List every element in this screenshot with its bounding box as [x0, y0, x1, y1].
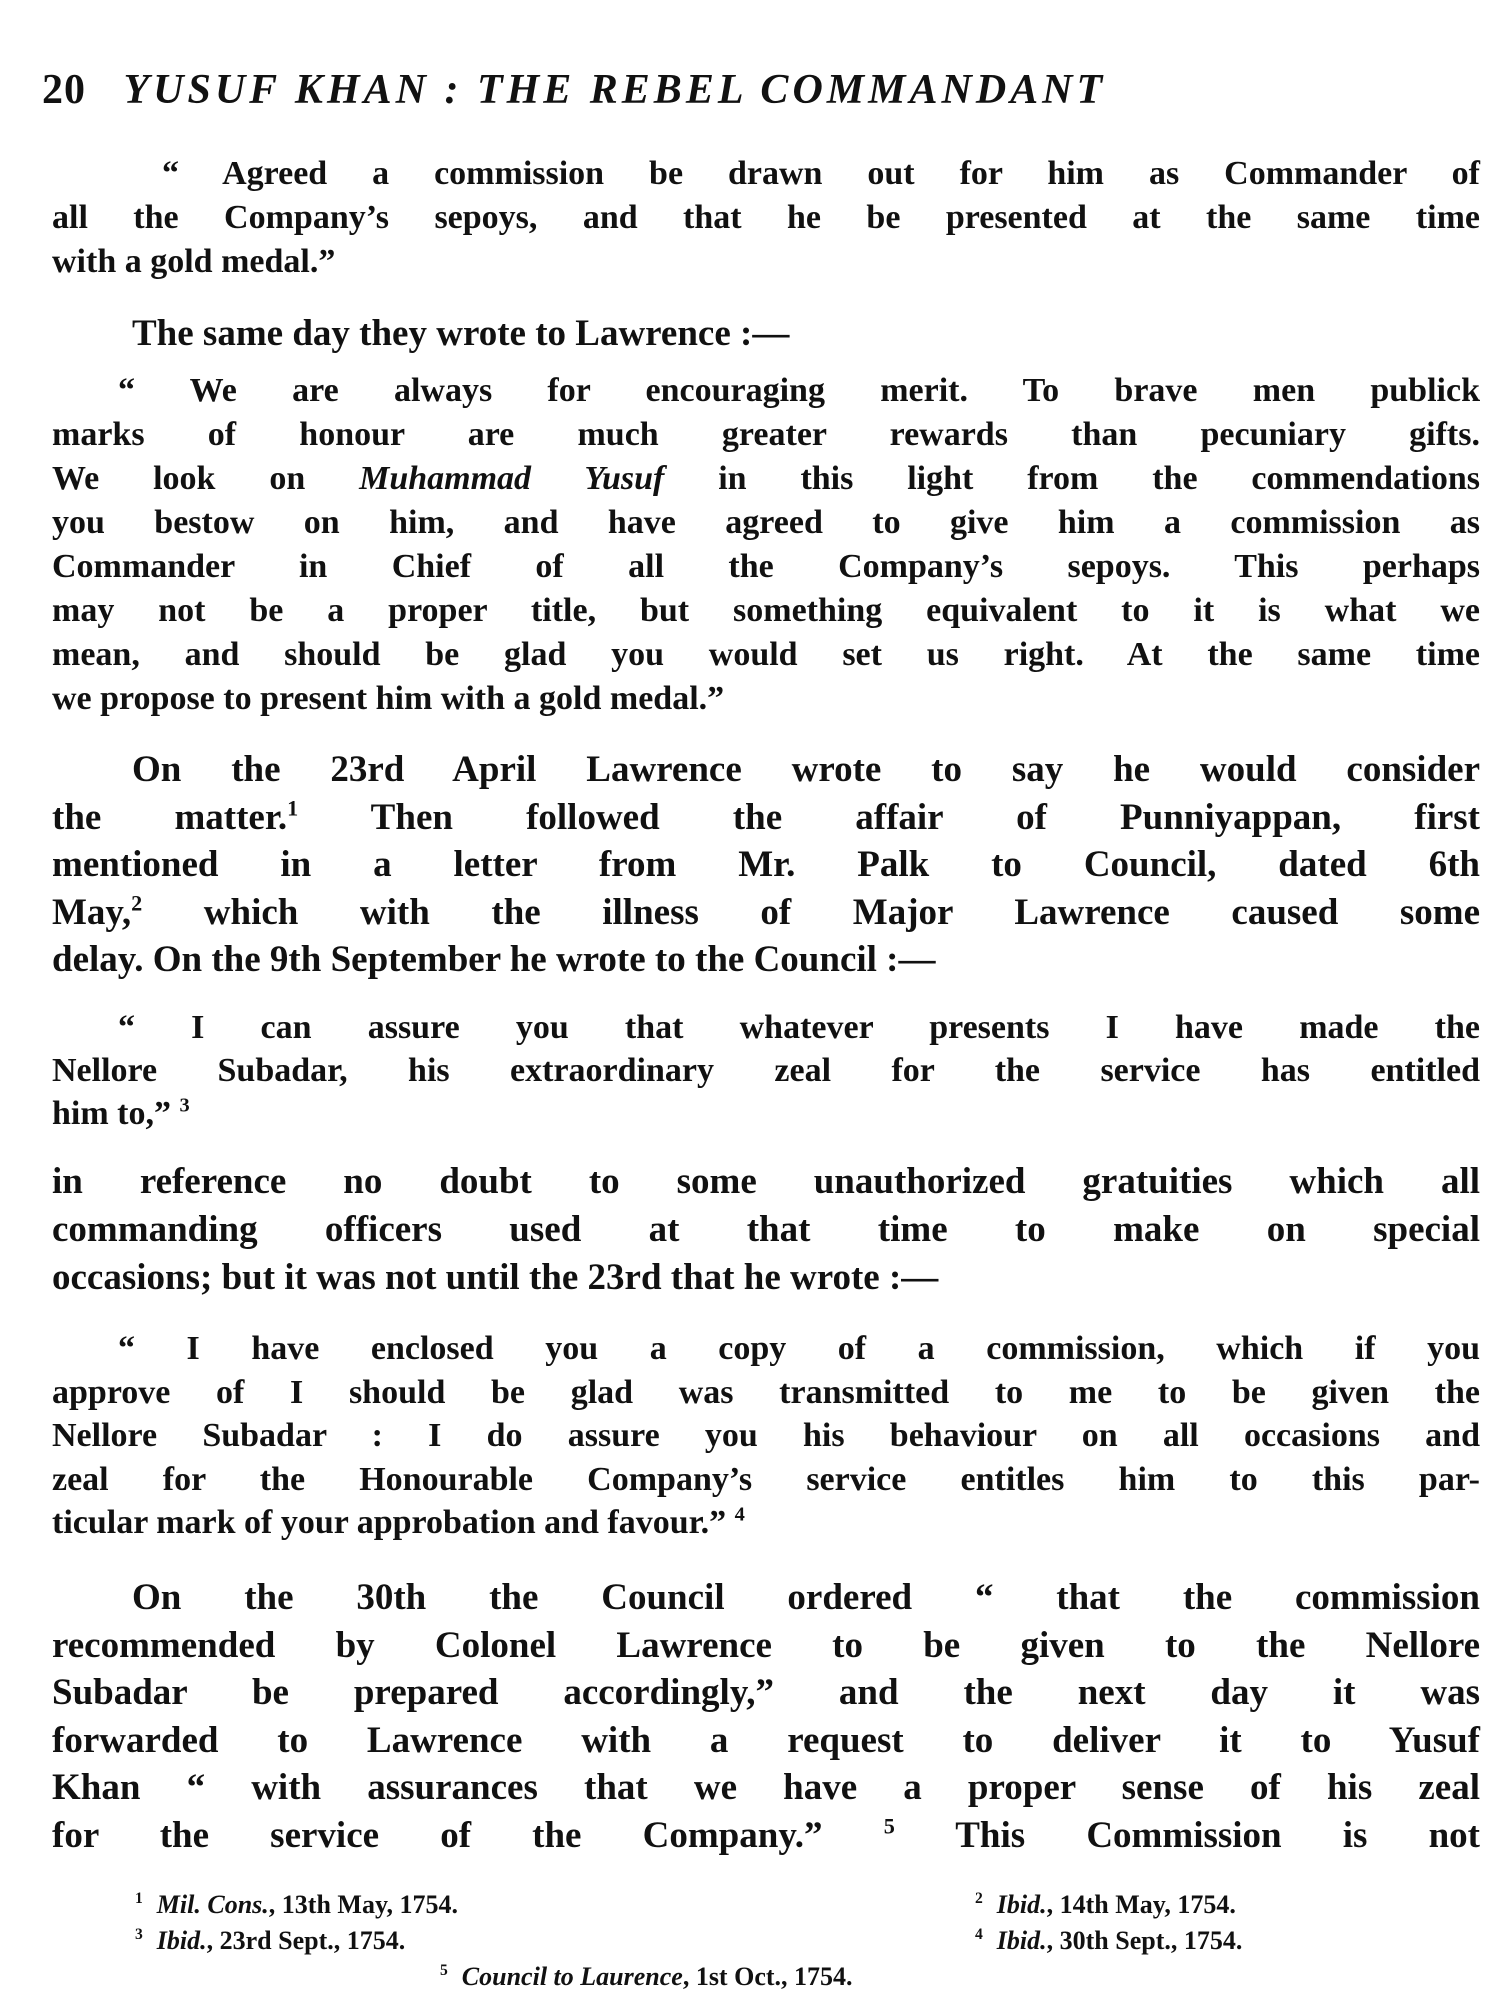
footnote-number: 5 [440, 1962, 448, 1980]
text-line [52, 1160, 1480, 1203]
text-line [118, 372, 1480, 410]
text-run: approve of I should be glad was transmitted to me to be given the [52, 1373, 1480, 1411]
text-run: may not be a proper title, but something equivalent to it is what we [52, 592, 1480, 629]
text-line [52, 416, 1480, 454]
text-line [52, 1208, 1480, 1251]
text-run: forwarded to Lawrence with a request to deliver it to Yusuf [52, 1719, 1480, 1761]
footnote-detail: , 1st Oct., 1754. [682, 1962, 853, 1991]
text-run: May, [52, 891, 132, 933]
page-number: 20 [42, 67, 86, 113]
text-line [132, 748, 1480, 791]
text-run: for the service of the Company.” [52, 1814, 884, 1856]
text-run: him to,” [52, 1095, 180, 1132]
footnote-ref: 3 [179, 1094, 190, 1117]
text-run: Then followed the affair of Punniyappan, first [298, 796, 1480, 838]
footnote-ref: 4 [734, 1503, 745, 1526]
text-line [52, 1504, 1480, 1542]
text-run: This Commission is not [894, 1814, 1480, 1856]
text-line [52, 1624, 1480, 1667]
footnote-source: Mil. Cons. [156, 1890, 269, 1919]
text-run: zeal for the Honourable Company’s service entitles him to this par- [52, 1460, 1480, 1498]
text-run: which with the illness of Major Lawrence caused some [142, 891, 1480, 933]
text-line [52, 636, 1480, 674]
text-line [52, 1461, 1480, 1499]
text-run: We look on [52, 460, 360, 497]
text-run: mean, and should be glad you would set us right. At the same time [52, 636, 1480, 673]
text-run: Subadar be prepared accordingly,” and the next day it was [52, 1672, 1480, 1713]
text-run: On the 23rd April Lawrence wrote to say he would consider [132, 749, 1480, 790]
text-line [52, 1095, 1480, 1133]
text-run: with a gold medal.” [52, 243, 336, 280]
text-line [52, 1766, 1480, 1809]
text-line [52, 243, 1480, 281]
footnote-detail: , 23rd Sept., 1754. [206, 1926, 406, 1955]
text-line [132, 312, 1480, 355]
text-run: the matter. [52, 796, 288, 838]
text-run: in this light from the commendations [664, 460, 1480, 497]
text-line [52, 1671, 1480, 1714]
text-run: marks of honour are much greater rewards than pecuniary gifts. [52, 416, 1480, 453]
footnote-source: Ibid. [156, 1926, 207, 1955]
text-line [52, 1814, 1480, 1857]
text-run: commanding officers used at that time to make on special [52, 1209, 1480, 1250]
text-run: Nellore Subadar : I do assure you his behaviour on all occasions and [52, 1417, 1480, 1454]
footnote-number: 4 [975, 1926, 983, 1944]
text-run: The same day they wrote to Lawrence :— [132, 313, 790, 354]
text-line [52, 1374, 1480, 1412]
text-run: “ I can assure you that whatever presents I have made the [118, 1009, 1480, 1046]
text-run: “ We are always for encouraging merit. To brave men publick [118, 372, 1480, 409]
text-run: Nellore Subadar, his extraordinary zeal for the service has entitled [52, 1052, 1480, 1089]
text-line [52, 843, 1480, 886]
text-run: occasions; but it was not until the 23rd that he wrote :— [52, 1257, 939, 1298]
text-line [52, 1052, 1480, 1090]
text-line [132, 1576, 1480, 1619]
italic-text: Muhammad Yusuf [359, 460, 665, 497]
text-line [52, 796, 1480, 839]
text-line [52, 199, 1480, 237]
footnote-ref: 1 [287, 795, 299, 821]
footnote-number: 3 [135, 1926, 143, 1944]
footnote [135, 1926, 405, 1956]
text-run: delay. On the 9th September he wrote to the Council :— [52, 939, 936, 980]
text-line [52, 504, 1480, 542]
running-header [42, 66, 1442, 114]
footnote-number: 1 [135, 1890, 143, 1908]
text-run: mentioned in a letter from Mr. Palk to Council, dated 6th [52, 844, 1480, 885]
text-line [52, 938, 1480, 981]
footnote-detail: , 13th May, 1754. [268, 1890, 459, 1919]
text-line [52, 1417, 1480, 1455]
footnote [975, 1890, 1236, 1920]
text-run: ticular mark of your approbation and favour.” [52, 1504, 735, 1541]
footnote [135, 1890, 458, 1920]
text-line [52, 592, 1480, 630]
text-line [118, 1009, 1480, 1047]
footnote-number: 2 [975, 1890, 983, 1908]
text-line [52, 891, 1480, 934]
text-run: Khan “ with assurances that we have a proper sense of his zeal [52, 1767, 1480, 1808]
text-run: recommended by Colonel Lawrence to be given to the Nellore [52, 1624, 1480, 1666]
footnote-detail: , 14th May, 1754. [1046, 1890, 1236, 1919]
running-title: YUSUF KHAN : THE REBEL COMMANDANT [123, 67, 1107, 113]
text-line [52, 460, 1480, 498]
footnote-source: Ibid. [996, 1926, 1047, 1955]
text-run: we propose to present him with a gold medal.” [52, 680, 725, 717]
text-run: you bestow on him, and have agreed to give him a commission as [52, 504, 1480, 541]
text-run: “ Agreed a commission be drawn out for him as Commander of [162, 155, 1480, 192]
text-line [52, 1719, 1480, 1762]
text-line [52, 680, 1480, 718]
footnote-source: Council to Laurence [461, 1962, 683, 1991]
text-line [118, 1330, 1480, 1368]
text-run: On the 30th the Council ordered “ that the commission [132, 1577, 1480, 1618]
text-run: “ I have enclosed you a copy of a commission, which if you [118, 1330, 1480, 1367]
text-run: in reference no doubt to some unauthorized gratuities which all [52, 1161, 1480, 1202]
text-line [52, 1256, 1480, 1299]
text-run: Commander in Chief of all the Company’s sepoys. This perhaps [52, 548, 1480, 585]
footnote-detail: , 30th Sept., 1754. [1046, 1926, 1243, 1955]
footnote-ref: 5 [883, 1813, 895, 1839]
text-run: all the Company’s sepoys, and that he be presented at the same time [52, 199, 1480, 236]
footnote-source: Ibid. [996, 1890, 1047, 1919]
footnote [975, 1926, 1242, 1956]
footnote [440, 1962, 853, 1992]
text-line [52, 548, 1480, 586]
footnote-ref: 2 [131, 890, 143, 916]
text-line [162, 155, 1480, 193]
